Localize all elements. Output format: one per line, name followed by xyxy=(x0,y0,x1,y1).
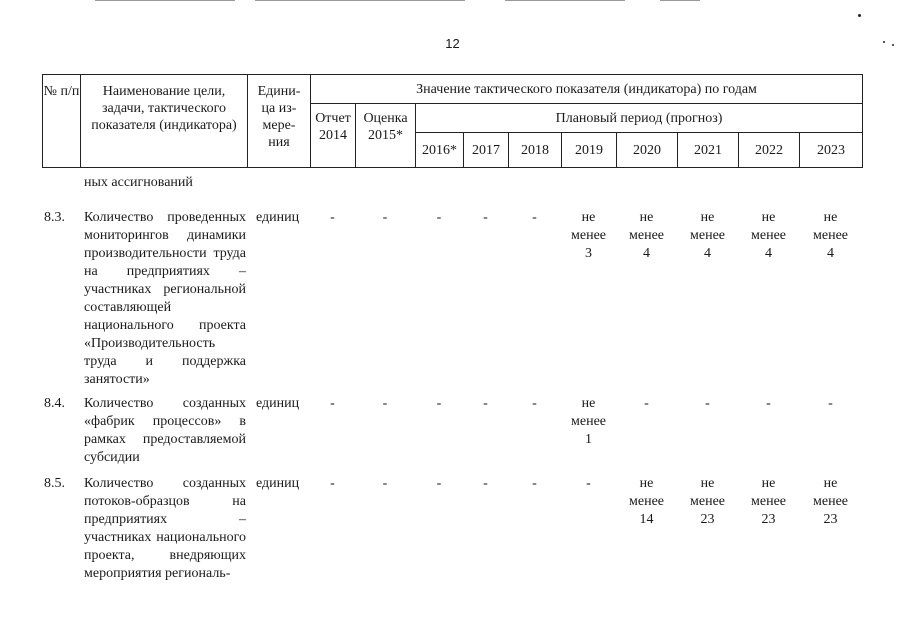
row-year-value: не менее 4 xyxy=(813,210,848,261)
row-year-value: не менее 23 xyxy=(813,476,848,527)
row-year-value: - xyxy=(483,396,488,411)
header-year: 2017 xyxy=(464,133,509,168)
page-number: 12 xyxy=(445,36,460,51)
row-year-value: не менее 4 xyxy=(629,210,664,261)
header-name: Наименование цели, задачи, тактического показателя (индикатора) xyxy=(81,75,248,168)
row-year-value: - xyxy=(436,396,442,411)
scan-top-line xyxy=(660,0,700,1)
row-year-value: не менее 1 xyxy=(571,396,606,447)
row-estimate: - xyxy=(382,396,388,411)
row-number: 8.3. xyxy=(44,210,65,225)
continuation-text: ных ассигнований xyxy=(84,175,193,190)
row-number: 8.5. xyxy=(44,476,65,491)
header-year: 2022 xyxy=(739,133,800,168)
header-values: Значение тактического показателя (индикатора) по годам xyxy=(311,75,863,104)
scan-top-line xyxy=(505,0,625,1)
row-name: Количество созданных «фабрик процессов» в рамках предоставляемой субсидии xyxy=(84,396,246,465)
header-year: 2021 xyxy=(678,133,739,168)
row-year-value: не менее 4 xyxy=(751,210,786,261)
table-header xyxy=(42,74,863,168)
row-number: 8.4. xyxy=(44,396,65,411)
row-year-value: не менее 23 xyxy=(690,476,725,527)
row-report: - xyxy=(330,396,335,411)
header-num: № п/п xyxy=(43,75,81,168)
row-year-value: не менее 3 xyxy=(571,210,606,261)
row-year-value: - xyxy=(532,396,537,411)
row-year-value: - xyxy=(532,210,537,225)
header-year: 2018 xyxy=(509,133,562,168)
row-year-value: - xyxy=(766,396,771,411)
row-year-value: - xyxy=(644,396,649,411)
row-unit: единиц xyxy=(256,476,300,491)
header-year: 2016* xyxy=(416,133,464,168)
row-name: Количество созданных потоков-образцов на предприятиях – участниках национального проекта, внедряющих мероприятия региональ- xyxy=(84,476,246,581)
row-year-value: не менее 23 xyxy=(751,476,786,527)
row-year-value: - xyxy=(586,476,591,491)
row-year-value: - xyxy=(436,210,442,225)
row-year-value: - xyxy=(532,476,537,491)
row-unit: единиц xyxy=(256,396,300,411)
row-estimate: - xyxy=(382,210,388,225)
header-year: 2023 xyxy=(800,133,863,168)
row-year-value: - xyxy=(483,476,488,491)
row-estimate: - xyxy=(382,476,388,491)
row-year-value: - xyxy=(828,396,833,411)
header-report: Отчет 2014 xyxy=(311,104,356,168)
row-year-value: - xyxy=(705,396,710,411)
header-year: 2020 xyxy=(617,133,678,168)
header-estimate: Оценка 2015* xyxy=(356,104,416,168)
scan-top-line xyxy=(95,0,235,1)
row-unit: единиц xyxy=(256,210,300,225)
header-plan: Плановый период (прогноз) xyxy=(416,104,863,133)
row-year-value: - xyxy=(483,210,488,225)
header-unit: Едини-ца из-мере-ния xyxy=(248,75,311,168)
row-year-value: не менее 4 xyxy=(690,210,725,261)
scan-speck xyxy=(858,14,861,17)
row-year-value: не менее 14 xyxy=(629,476,664,527)
row-name: Количество проведенных мониторингов динамики производительности труда на предприятиях – участниках региональной составляющей национального проекта «Производительность труда и поддержка занятости» xyxy=(84,210,246,387)
scan-top-line xyxy=(255,0,465,1)
row-report: - xyxy=(330,476,335,491)
row-report: - xyxy=(330,210,335,225)
header-year: 2019 xyxy=(562,133,617,168)
row-year-value: - xyxy=(436,476,442,491)
